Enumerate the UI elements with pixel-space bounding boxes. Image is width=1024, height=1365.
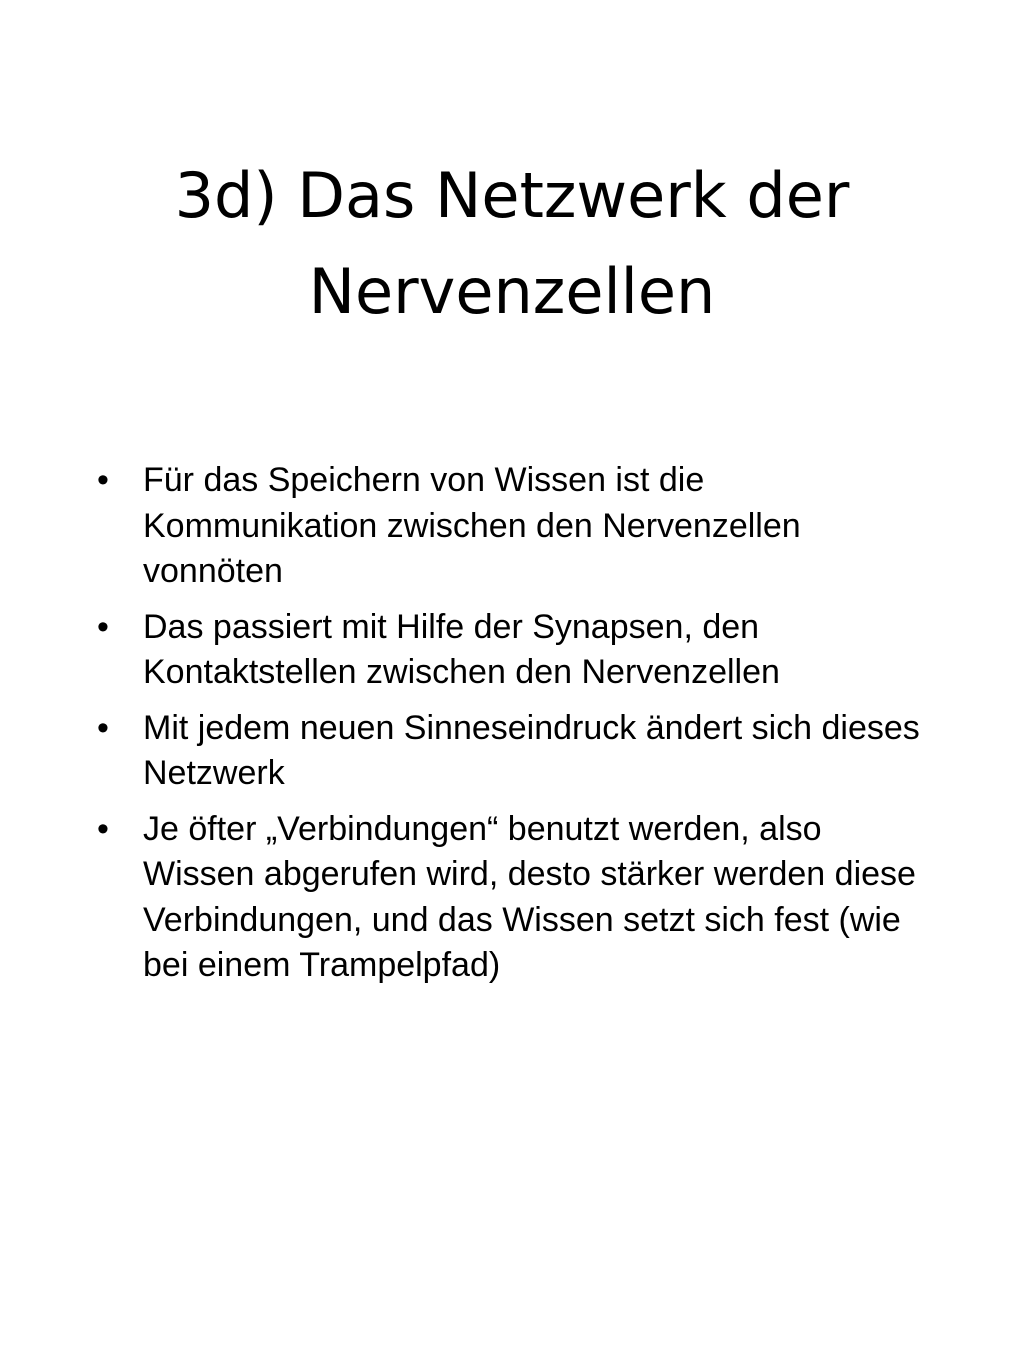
bullet-item [88,458,928,595]
bullet-icon: • [97,607,109,646]
bullet-item [88,706,928,797]
bullet-item [88,605,928,696]
bullet-icon: • [97,809,109,848]
bullet-text: Mit jedem neuen Sinneseindruck ändert sich dieses Netzwerk [143,708,920,792]
bullet-text: Je öfter „Verbindungen“ benutzt werden, also Wissen abgerufen wird, desto stärker werden diese Verbindungen, und das Wissen setzt sich fest (wie bei einem Trampelpfad) [143,809,916,984]
slide-title: 3d) Das Netzwerk der Nervenzellen [174,159,850,328]
bullet-text: Das passiert mit Hilfe der Synapsen, den Kontaktstellen zwischen den Nervenzellen [143,607,780,691]
bullet-list [88,458,928,999]
bullet-icon: • [97,708,109,747]
bullet-icon: • [97,461,109,499]
bullet-text: Für das Speichern von Wissen ist die Kommunikation zwischen den Nervenzellen vonnöten [143,461,801,590]
bullet-item [88,807,928,989]
